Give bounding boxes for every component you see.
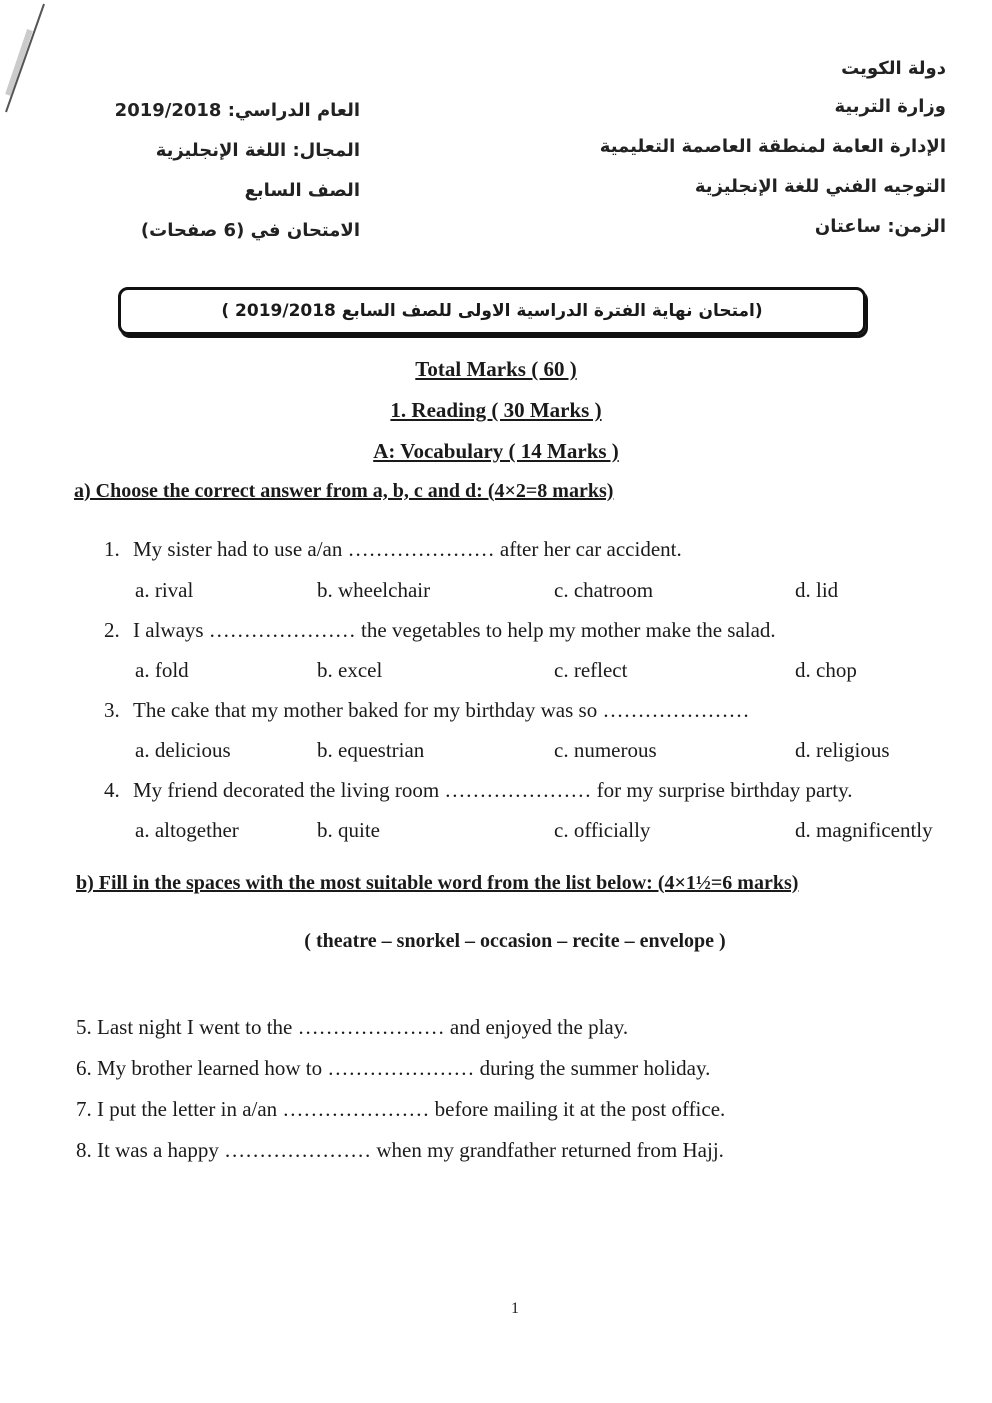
- header-duration: الزمن: ساعتان: [814, 216, 946, 237]
- question-4: [104, 778, 853, 803]
- q3-option-b: b. equestrian: [317, 738, 425, 762]
- page-number: 1: [511, 1300, 519, 1317]
- q2-option-c: c. reflect: [554, 658, 628, 682]
- question-text: The cake that my mother baked for my birthday was so …………………: [133, 698, 750, 722]
- q2-option-a: a. fold: [135, 658, 189, 682]
- header-grade: الصف السابع: [244, 180, 360, 201]
- reading-section-heading: 1. Reading ( 30 Marks ): [390, 398, 602, 422]
- sentence-7: 7. I put the letter in a/an ………………… before mailing it at the post office.: [76, 1097, 726, 1121]
- question-number: 4.: [104, 778, 120, 802]
- exam-title-box: [118, 287, 866, 335]
- header-district: الإدارة العامة لمنطقة العاصمة التعليمية: [599, 136, 946, 157]
- question-number: 3.: [104, 698, 120, 722]
- question-text: I always ………………… the vegetables to help my mother make the salad.: [133, 618, 776, 642]
- q4-option-d: d. magnificently: [795, 818, 933, 842]
- question-text: My friend decorated the living room ………………… for my surprise birthday party.: [133, 778, 853, 802]
- question-2: [104, 618, 776, 643]
- sentence-8: 8. It was a happy ………………… when my grandfather returned from Hajj.: [76, 1138, 724, 1162]
- vocabulary-section-heading: A: Vocabulary ( 14 Marks ): [373, 439, 619, 463]
- word-list: ( theatre – snorkel – occasion – recite – envelope ): [304, 930, 726, 952]
- q3-option-d: d. religious: [795, 738, 890, 762]
- q4-option-a: a. altogether: [135, 818, 239, 842]
- q1-option-c: c. chatroom: [554, 578, 654, 602]
- question-number: 2.: [104, 618, 120, 642]
- q2-option-b: b. excel: [317, 658, 383, 682]
- q4-option-b: b. quite: [317, 818, 380, 842]
- part-b-instruction: b) Fill in the spaces with the most suitable word from the list below: (4×1½=6 marks): [76, 872, 799, 894]
- exam-title: (امتحان نهاية الفترة الدراسية الاولى للصف السابع 2019/2018 ): [221, 301, 763, 321]
- q3-option-a: a. delicious: [135, 738, 231, 762]
- q1-option-a: a. rival: [135, 578, 194, 602]
- header-country: دولة الكويت: [841, 58, 946, 79]
- header-supervision: التوجيه الفني للغة الإنجليزية: [694, 176, 946, 197]
- sentence-5: 5. Last night I went to the ………………… and enjoyed the play.: [76, 1015, 629, 1039]
- header-school-year: العام الدراسي: 2019/2018: [114, 100, 360, 121]
- question-3: [104, 698, 749, 723]
- question-text: My sister had to use a/an ………………… after her car accident.: [133, 537, 682, 561]
- question-1: [104, 537, 682, 562]
- question-number: 1.: [104, 537, 120, 561]
- total-marks-heading: Total Marks ( 60 ): [415, 357, 577, 381]
- q3-option-c: c. numerous: [554, 738, 657, 762]
- q4-option-c: c. officially: [554, 818, 651, 842]
- part-a-instruction: a) Choose the correct answer from a, b, c and d: (4×2=8 marks): [74, 480, 614, 502]
- q1-option-b: b. wheelchair: [317, 578, 431, 602]
- q2-option-d: d. chop: [795, 658, 857, 682]
- sentence-6: 6. My brother learned how to ………………… during the summer holiday.: [76, 1056, 711, 1080]
- q1-option-d: d. lid: [795, 578, 839, 602]
- header-page-count: الامتحان في (6 صفحات): [140, 220, 360, 241]
- scan-edge-mark: [0, 0, 80, 120]
- header-ministry: وزارة التربية: [834, 96, 946, 117]
- header-subject: المجال: اللغة الإنجليزية: [155, 140, 360, 161]
